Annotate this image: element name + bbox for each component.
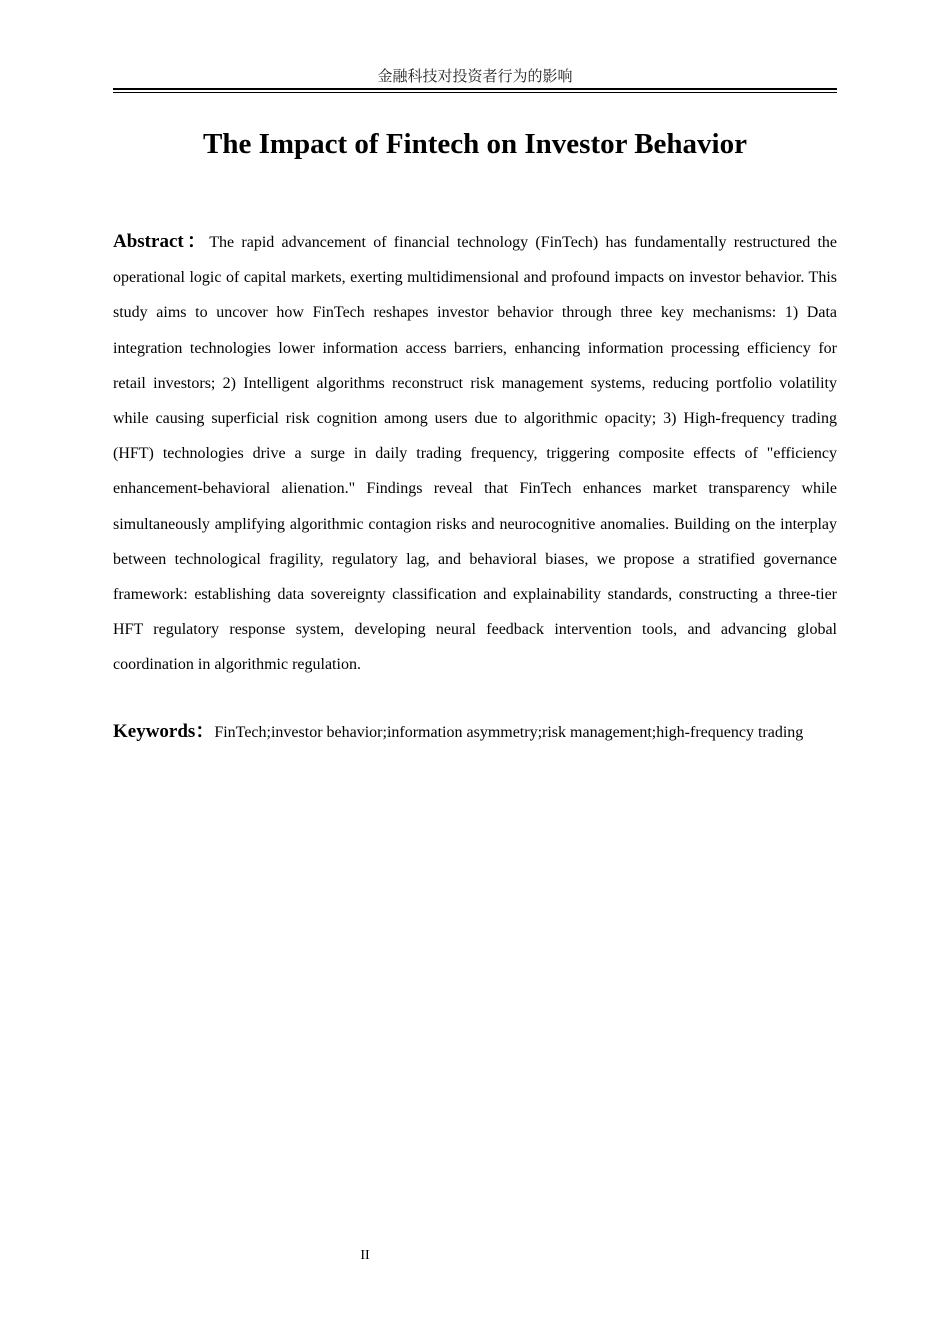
abstract-label: Abstract： [113, 231, 210, 252]
keywords-label: Keywords： [113, 721, 215, 742]
paper-title: The Impact of Fintech on Investor Behavior [202, 128, 747, 160]
header-rule-thick [113, 88, 837, 90]
header-rule-thin [113, 92, 837, 93]
abstract-text: The rapid advancement of financial technology (FinTech) has fundamentally restructured the operational logic of capital markets, exerting multidimensional and profound impacts on investor behavior. This study aims to uncover how FinTech reshapes investor behavior through three key mechanisms: 1) Data integration technologies lower information access barriers, enhancing information processing efficiency for retail investors; 2) Intelligent algorithms reconstruct risk management systems, reducing portfolio volatility while causing superficial risk cognition among users due to algorithmic opacity; 3) High-frequency trading (HFT) technologies drive a surge in daily trading frequency, triggering composite effects of "efficiency enhancement-behavioral alienation." Findings reveal that FinTech enhances market transparency while simultaneously amplifying algorithmic contagion risks and neurocognitive anomalies. Building on the interplay between technological fragility, regulatory lag, and behavioral biases, we propose a stratified governance framework: establishing data sovereignty classification and explainability standards, constructing a three-tier HFT regulatory response system, developing neural feedback intervention tools, and advancing global coordination in algorithmic regulation. [113, 234, 838, 674]
running-header: 金融科技对投资者行为的影响 [377, 67, 573, 85]
page-number: II [360, 1248, 370, 1263]
abstract-paragraph [113, 224, 837, 683]
keywords-paragraph [113, 716, 843, 749]
keywords-text: FinTech;investor behavior;information asymmetry;risk management;high-frequency trading [214, 724, 804, 741]
